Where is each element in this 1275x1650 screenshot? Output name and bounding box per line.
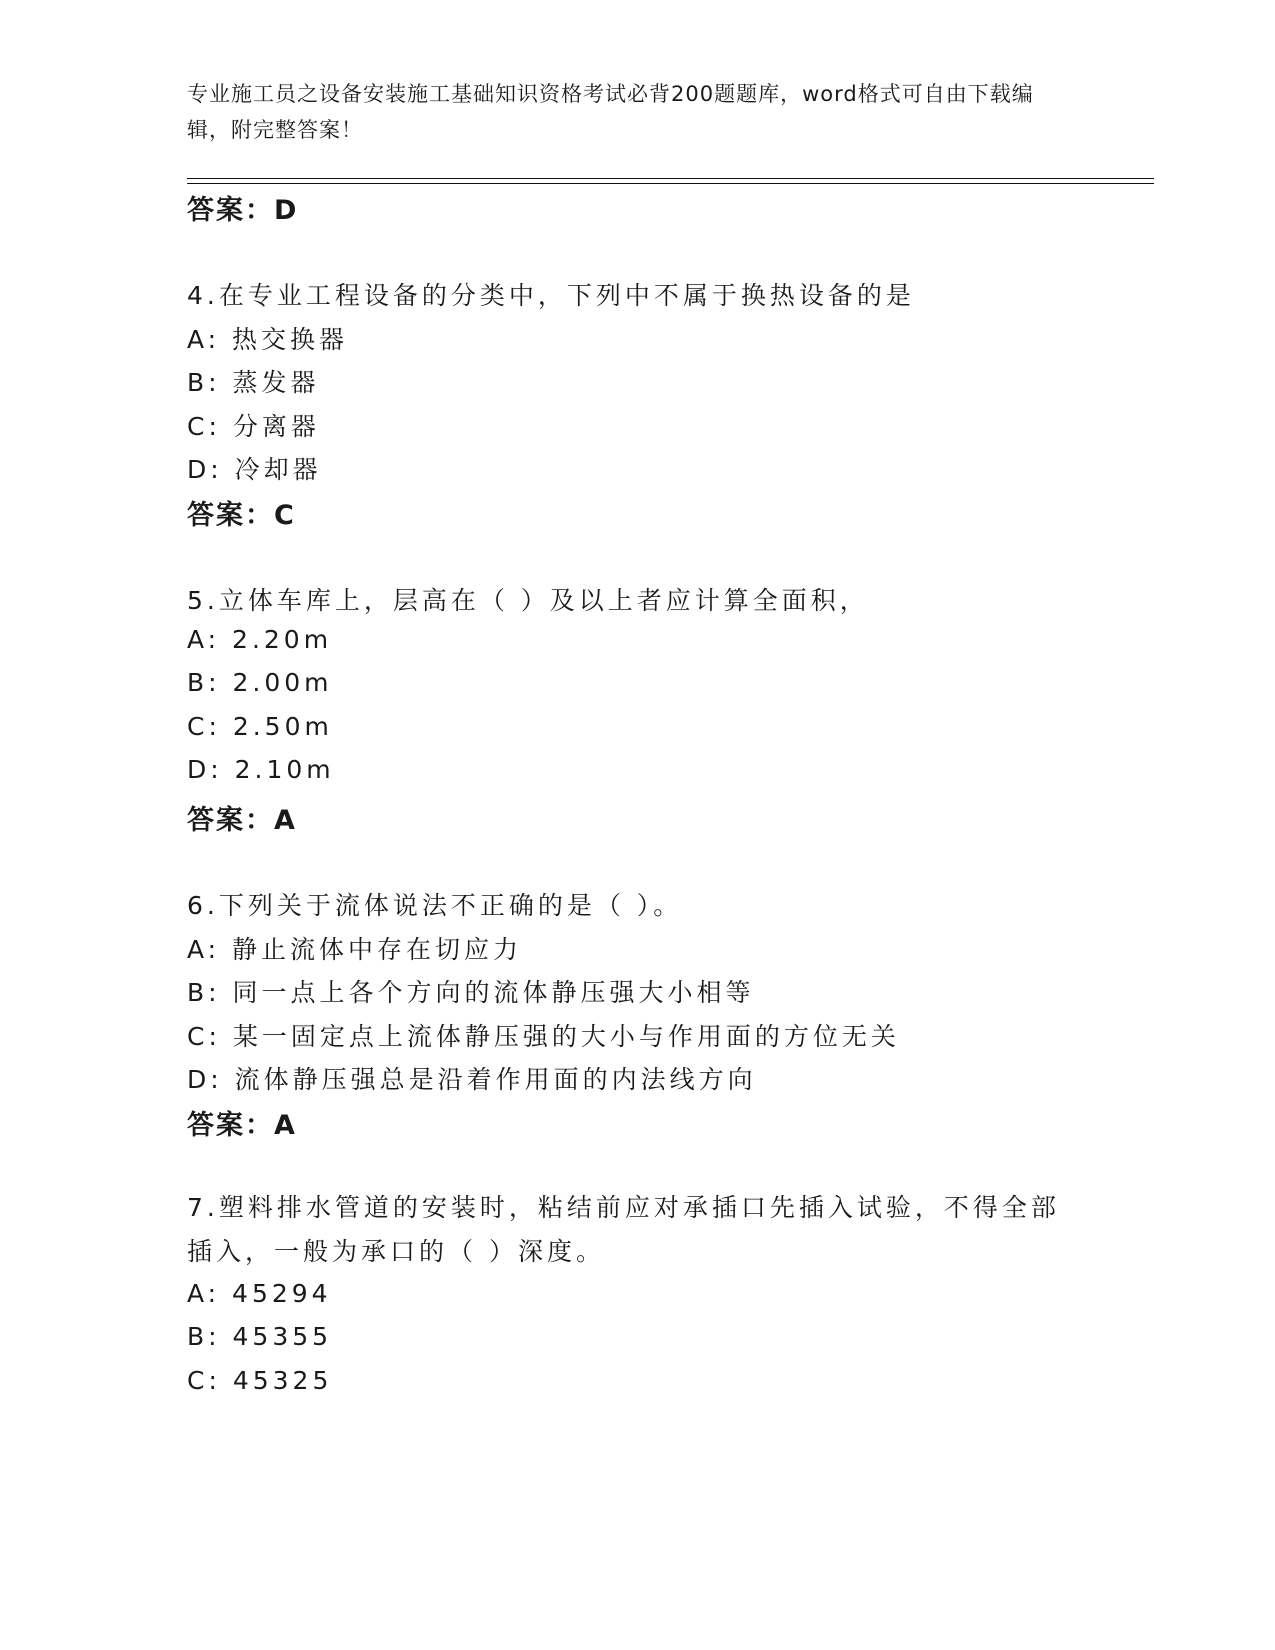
question-5-option-a: A: 2.20m xyxy=(187,625,333,654)
question-4-stem: 4.在专业工程设备的分类中，下列中不属于换热设备的是 xyxy=(187,281,915,310)
question-7-stem: 7.塑料排水管道的安装时，粘结前应对承插口先插入试验，不得全部插入，一般为承口的（ ）深度。 xyxy=(187,1193,1060,1266)
answer-5: 答案：A xyxy=(187,805,297,836)
answer-4: 答案：C xyxy=(187,500,296,531)
question-7-option-b: B: 45355 xyxy=(187,1322,333,1351)
header-rule-bottom xyxy=(187,183,1154,184)
question-4-option-d: D: 冷却器 xyxy=(187,455,322,484)
question-4-option-a: A: 热交换器 xyxy=(187,325,349,354)
question-6-stem: 6.下列关于流体说法不正确的是（ ）。 xyxy=(187,891,683,920)
question-5-option-c: C: 2.50m xyxy=(187,712,333,741)
question-5-option-b: B: 2.00m xyxy=(187,668,333,697)
question-5-option-d: D: 2.10m xyxy=(187,755,335,784)
question-6-option-d: D: 流体静压强总是沿着作用面的内法线方向 xyxy=(187,1065,757,1094)
answer-3: 答案：D xyxy=(187,195,299,226)
question-7-option-a: A: 45294 xyxy=(187,1279,332,1308)
answer-6: 答案：A xyxy=(187,1110,297,1141)
question-6-option-b: B: 同一点上各个方向的流体静压强大小相等 xyxy=(187,978,755,1007)
question-4-option-c: C: 分离器 xyxy=(187,412,320,441)
question-4-option-b: B: 蒸发器 xyxy=(187,368,320,397)
question-6-option-c: C: 某一固定点上流体静压强的大小与作用面的方位无关 xyxy=(187,1022,900,1051)
header-rule-top xyxy=(187,178,1154,179)
question-6-option-a: A: 静止流体中存在切应力 xyxy=(187,935,523,964)
question-5-stem: 5.立体车库上，层高在（ ）及以上者应计算全面积， xyxy=(187,586,869,615)
page-header: 专业施工员之设备安装施工基础知识资格考试必背200题题库，word格式可自由下载编辑，附完整答案！ xyxy=(187,82,1034,142)
question-7-option-c: C: 45325 xyxy=(187,1366,333,1395)
